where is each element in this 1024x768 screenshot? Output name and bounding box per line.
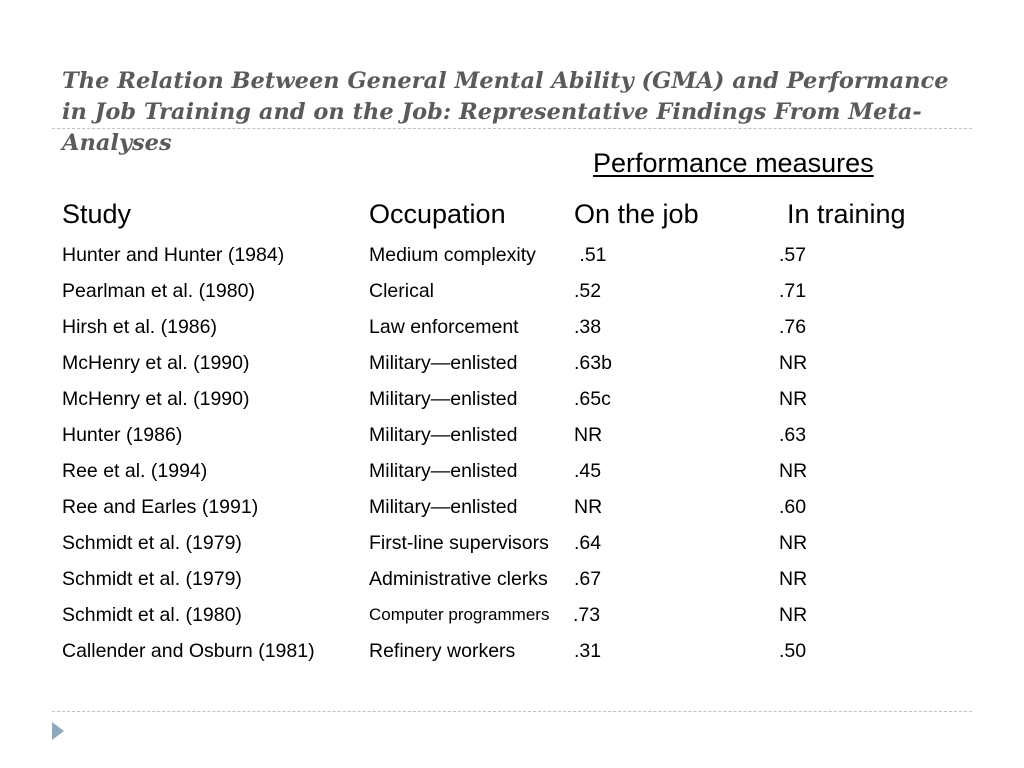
title-divider bbox=[52, 128, 972, 129]
cell-study: Hirsh et al. (1986) bbox=[62, 316, 217, 338]
cell-occupation: Military—enlisted bbox=[369, 352, 518, 374]
column-header-in-training: In training bbox=[787, 199, 906, 229]
cell-on-the-job: .73 bbox=[573, 604, 601, 626]
footer-divider bbox=[52, 711, 972, 712]
table-header bbox=[0, 196, 1024, 232]
performance-measures-header: Performance measures bbox=[593, 148, 874, 178]
cell-study: Schmidt et al. (1979) bbox=[62, 568, 242, 590]
table-row bbox=[0, 633, 1024, 669]
table-row bbox=[0, 417, 1024, 453]
cell-on-the-job: .64 bbox=[574, 532, 602, 554]
table-row bbox=[0, 237, 1024, 273]
cell-in-training: .63 bbox=[779, 424, 807, 446]
column-header-on-the-job: On the job bbox=[574, 199, 699, 229]
cell-study: Ree and Earles (1991) bbox=[62, 496, 259, 518]
cell-in-training: .71 bbox=[779, 280, 807, 302]
cell-occupation: Military—enlisted bbox=[369, 424, 518, 446]
cell-occupation: Computer programmers bbox=[369, 605, 550, 624]
cell-study: Hunter and Hunter (1984) bbox=[62, 244, 285, 266]
cell-in-training: NR bbox=[779, 568, 808, 590]
cell-study: Schmidt et al. (1979) bbox=[62, 532, 242, 554]
cell-on-the-job: .31 bbox=[574, 640, 602, 662]
table-row bbox=[0, 273, 1024, 309]
cell-occupation: Refinery workers bbox=[369, 640, 516, 662]
cell-study: Hunter (1986) bbox=[62, 424, 183, 446]
table-row bbox=[0, 381, 1024, 417]
table-row bbox=[0, 489, 1024, 525]
cell-on-the-job: .67 bbox=[574, 568, 602, 590]
cell-in-training: .60 bbox=[779, 496, 807, 518]
cell-on-the-job: .52 bbox=[574, 280, 602, 302]
cell-in-training: .50 bbox=[779, 640, 807, 662]
cell-occupation: Military—enlisted bbox=[369, 496, 518, 518]
cell-in-training: NR bbox=[779, 388, 808, 410]
table-row bbox=[0, 453, 1024, 489]
cell-on-the-job: .51 bbox=[574, 244, 607, 266]
table-row bbox=[0, 597, 1024, 633]
cell-in-training: .57 bbox=[779, 244, 807, 266]
cell-on-the-job: NR bbox=[574, 496, 603, 518]
cell-on-the-job: .65c bbox=[574, 388, 611, 410]
cell-on-the-job: NR bbox=[574, 424, 603, 446]
cell-occupation: Military—enlisted bbox=[369, 460, 518, 482]
cell-in-training: NR bbox=[779, 460, 808, 482]
cell-study: Pearlman et al. (1980) bbox=[62, 280, 255, 302]
cell-in-training: NR bbox=[779, 604, 808, 626]
cell-study: McHenry et al. (1990) bbox=[62, 352, 250, 374]
cell-in-training: .76 bbox=[779, 316, 807, 338]
cell-on-the-job: .45 bbox=[574, 460, 602, 482]
cell-in-training: NR bbox=[779, 532, 808, 554]
cell-study: Callender and Osburn (1981) bbox=[62, 640, 315, 662]
column-header-occupation: Occupation bbox=[369, 199, 506, 229]
cell-occupation: Administrative clerks bbox=[369, 568, 548, 590]
cell-study: Ree et al. (1994) bbox=[62, 460, 208, 482]
cell-on-the-job: .63b bbox=[574, 352, 612, 374]
cell-study: Schmidt et al. (1980) bbox=[62, 604, 242, 626]
cell-occupation: Clerical bbox=[369, 280, 435, 302]
cell-study: McHenry et al. (1990) bbox=[62, 388, 250, 410]
column-header-study: Study bbox=[62, 199, 132, 229]
play-triangle-icon bbox=[52, 722, 64, 740]
table-row bbox=[0, 345, 1024, 381]
cell-occupation: Law enforcement bbox=[369, 316, 519, 338]
cell-occupation: First-line supervisors bbox=[369, 532, 549, 554]
table-row bbox=[0, 309, 1024, 345]
cell-occupation: Medium complexity bbox=[369, 244, 536, 266]
cell-occupation: Military—enlisted bbox=[369, 388, 518, 410]
cell-on-the-job: .38 bbox=[574, 316, 602, 338]
table-row bbox=[0, 561, 1024, 597]
table-row bbox=[0, 525, 1024, 561]
cell-in-training: NR bbox=[779, 352, 808, 374]
slide-title: The Relation Between General Mental Ability (GMA) and Performance in Job Training and on the Job: Representative Findings From Meta-Analyses bbox=[62, 68, 949, 156]
